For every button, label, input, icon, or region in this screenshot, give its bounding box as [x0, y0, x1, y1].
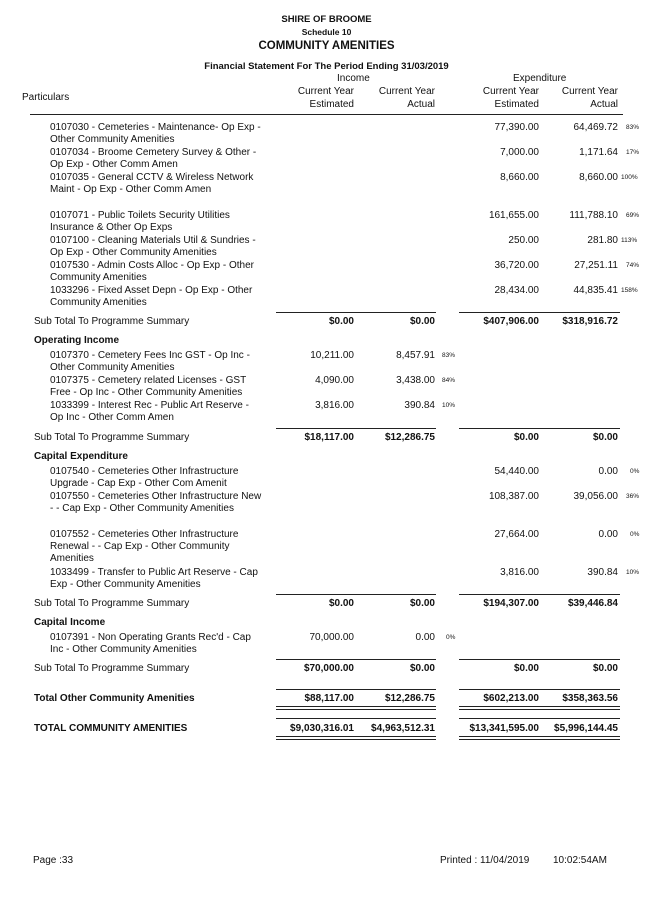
expenditure-percent: 83%	[626, 124, 640, 131]
schedule-number: Schedule 10	[301, 27, 352, 37]
expenditure-actual: 111,788.10	[569, 210, 618, 221]
income-grand-total-line	[276, 718, 436, 719]
org-name: SHIRE OF BROOME	[281, 14, 372, 25]
subtotal-label: Sub Total To Programme Summary	[34, 598, 190, 609]
income-actual: 3,438.00	[396, 375, 435, 386]
subtotal-label: Sub Total To Programme Summary	[34, 316, 190, 327]
expenditure-actual: 8,660.00	[579, 172, 618, 183]
income-actual: 8,457.91	[396, 350, 435, 361]
expenditure-actual: 44,835.41	[573, 285, 618, 296]
particulars-header: Particulars	[22, 92, 70, 103]
printed-date: Printed : 11/04/2019	[440, 855, 530, 866]
subtotal-label: Sub Total To Programme Summary	[34, 432, 190, 443]
expenditure-percent: 36%	[626, 493, 640, 500]
expenditure-estimated: 54,440.00	[494, 466, 539, 477]
expenditure-actual: 390.84	[587, 567, 618, 578]
item-description: 0107552 - Cemeteries Other Infrastructure Renewal - - Cap Exp - Other Community Amenities	[50, 529, 239, 564]
header-divider	[30, 114, 623, 115]
income-percent: 10%	[442, 402, 456, 409]
income-subtotal-line	[276, 594, 436, 595]
income-actual-subtotal: $0.00	[409, 663, 435, 674]
expenditure-estimated: 108,387.00	[488, 491, 539, 502]
expenditure-subtotal-line	[459, 312, 620, 313]
expenditure-estimated-subtotal: $0.00	[513, 432, 539, 443]
total-other-label: Total Other Community Amenities	[34, 693, 195, 704]
income-estimated-subtotal: $0.00	[328, 316, 354, 327]
item-description: 0107370 - Cemetery Fees Inc GST - Op Inc - Other Community Amenities	[50, 350, 250, 373]
expenditure-estimated: 77,390.00	[494, 122, 539, 133]
expenditure-header: Expenditure	[513, 73, 567, 84]
expenditure-actual: 64,469.72	[573, 122, 618, 133]
income-header: Income	[337, 73, 370, 84]
income-total-underline	[276, 706, 436, 710]
expenditure-percent: 113%	[621, 237, 638, 244]
item-description: 0107100 - Cleaning Materials Util & Sundries - Op Exp - Other Community Amenities	[50, 235, 256, 258]
income-estimated-subtotal: $18,117.00	[304, 432, 354, 443]
report-subtitle: Financial Statement For The Period Ending 31/03/2019	[204, 61, 449, 72]
income-estimated-grand-total: $9,030,316.01	[290, 723, 354, 734]
expenditure-percent: 69%	[626, 212, 640, 219]
item-description: 0107030 - Cemeteries - Maintenance- Op Exp - Other Community Amenities	[50, 122, 261, 145]
income-estimated: 4,090.00	[315, 375, 354, 386]
report-title: COMMUNITY AMENITIES	[258, 40, 395, 52]
section-title-operating-income: Operating Income	[34, 335, 120, 346]
item-description: 1033399 - Interest Rec - Public Art Reserve - Op Inc - Other Comm Amen	[50, 400, 249, 423]
expenditure-actual: 1,171.64	[579, 147, 618, 158]
expenditure-estimated-subtotal: $194,307.00	[483, 598, 539, 609]
item-description: 0107530 - Admin Costs Alloc - Op Exp - Other Community Amenities	[50, 260, 254, 283]
expenditure-total-underline	[459, 706, 620, 710]
expenditure-estimated: 28,434.00	[494, 285, 539, 296]
income-estimated-subtotal: $70,000.00	[303, 663, 354, 674]
printed-time: 10:02:54AM	[553, 855, 607, 866]
expenditure-estimated: 7,000.00	[500, 147, 539, 158]
income-estimated: 10,211.00	[310, 350, 354, 361]
expenditure-percent: 74%	[626, 262, 640, 269]
expenditure-estimated-subtotal: $407,906.00	[483, 316, 539, 327]
item-description: 0107034 - Broome Cemetery Survey & Other - Op Exp - Other Comm Amen	[50, 147, 257, 170]
expenditure-actual-header-line2: Actual	[590, 99, 618, 110]
income-actual-header-line2: Actual	[407, 99, 435, 110]
expenditure-actual-subtotal: $0.00	[592, 663, 618, 674]
income-estimated-subtotal: $0.00	[328, 598, 354, 609]
expenditure-estimated-header-line1: Current Year	[482, 86, 539, 97]
item-description: 1033296 - Fixed Asset Depn - Op Exp - Other Community Amenities	[50, 285, 253, 308]
income-actual-total: $12,286.75	[384, 693, 435, 704]
expenditure-percent: 0%	[630, 468, 640, 475]
expenditure-percent: 100%	[621, 174, 638, 181]
income-actual-subtotal: $12,286.75	[384, 432, 435, 443]
expenditure-actual-grand-total: $5,996,144.45	[554, 723, 618, 734]
subtotal-label: Sub Total To Programme Summary	[34, 663, 190, 674]
income-actual-subtotal: $0.00	[409, 598, 435, 609]
expenditure-actual-subtotal: $0.00	[592, 432, 618, 443]
item-description: 1033499 - Transfer to Public Art Reserve - Cap Exp - Other Community Amenities	[50, 567, 258, 590]
income-estimated-total: $88,117.00	[304, 693, 354, 704]
expenditure-actual-header-line1: Current Year	[561, 86, 618, 97]
expenditure-estimated-total: $602,213.00	[483, 693, 539, 704]
expenditure-percent: 17%	[626, 149, 640, 156]
expenditure-percent: 10%	[626, 569, 640, 576]
expenditure-estimated: 161,655.00	[488, 210, 539, 221]
expenditure-actual: 27,251.11	[574, 260, 618, 271]
item-description: 0107550 - Cemeteries Other Infrastructure New - - Cap Exp - Other Community Amenities	[50, 491, 262, 514]
item-description: 0107071 - Public Toilets Security Utilities Insurance & Other Op Exps	[50, 210, 230, 233]
expenditure-subtotal-line	[459, 659, 620, 660]
expenditure-estimated: 3,816.00	[500, 567, 539, 578]
expenditure-actual-subtotal: $39,446.84	[567, 598, 618, 609]
income-estimated: 3,816.00	[315, 400, 354, 411]
income-percent: 0%	[446, 634, 456, 641]
expenditure-subtotal-line	[459, 594, 620, 595]
expenditure-actual-subtotal: $318,916.72	[562, 316, 618, 327]
expenditure-percent: 158%	[621, 287, 638, 294]
income-subtotal-line	[276, 312, 436, 313]
income-percent: 84%	[442, 377, 456, 384]
expenditure-estimated-subtotal: $0.00	[513, 663, 539, 674]
item-description: 0107375 - Cemetery related Licenses - GST Free - Op Inc - Other Community Amenities	[50, 375, 247, 398]
income-actual-grand-total: $4,963,512.31	[371, 723, 435, 734]
expenditure-estimated-grand-total: $13,341,595.00	[469, 723, 539, 734]
income-actual-header-line1: Current Year	[378, 86, 435, 97]
expenditure-estimated: 27,664.00	[494, 529, 539, 540]
expenditure-actual-total: $358,363.56	[562, 693, 618, 704]
item-description: 0107540 - Cemeteries Other Infrastructure Upgrade - Cap Exp - Other Com Amenit	[50, 466, 239, 489]
income-actual: 0.00	[415, 632, 435, 643]
income-estimated-header-line2: Estimated	[309, 99, 354, 110]
section-title-capital-expenditure: Capital Expenditure	[34, 451, 128, 462]
expenditure-estimated: 250.00	[508, 235, 539, 246]
income-actual-subtotal: $0.00	[409, 316, 435, 327]
income-percent: 83%	[442, 352, 456, 359]
expenditure-actual: 0.00	[598, 529, 618, 540]
expenditure-actual: 281.80	[587, 235, 618, 246]
page-number: Page :33	[33, 855, 74, 866]
expenditure-total-line	[459, 689, 620, 690]
expenditure-estimated: 36,720.00	[494, 260, 539, 271]
expenditure-percent: 0%	[630, 531, 640, 538]
expenditure-estimated: 8,660.00	[500, 172, 539, 183]
income-subtotal-line	[276, 659, 436, 660]
expenditure-grand-total-underline	[459, 736, 620, 740]
income-subtotal-line	[276, 428, 436, 429]
section-title-capital-income: Capital Income	[34, 617, 106, 628]
item-description: 0107035 - General CCTV & Wireless Network Maint - Op Exp - Other Comm Amen	[50, 172, 254, 195]
expenditure-subtotal-line	[459, 428, 620, 429]
income-estimated: 70,000.00	[309, 632, 354, 643]
expenditure-estimated-header-line2: Estimated	[494, 99, 539, 110]
expenditure-grand-total-line	[459, 718, 620, 719]
income-total-line	[276, 689, 436, 690]
item-description: 0107391 - Non Operating Grants Rec'd - Cap Inc - Other Community Amenities	[50, 632, 251, 655]
income-estimated-header-line1: Current Year	[297, 86, 354, 97]
income-grand-total-underline	[276, 736, 436, 740]
expenditure-actual: 39,056.00	[573, 491, 618, 502]
expenditure-actual: 0.00	[598, 466, 618, 477]
income-actual: 390.84	[404, 400, 435, 411]
grand-total-label: TOTAL COMMUNITY AMENITIES	[34, 723, 188, 734]
